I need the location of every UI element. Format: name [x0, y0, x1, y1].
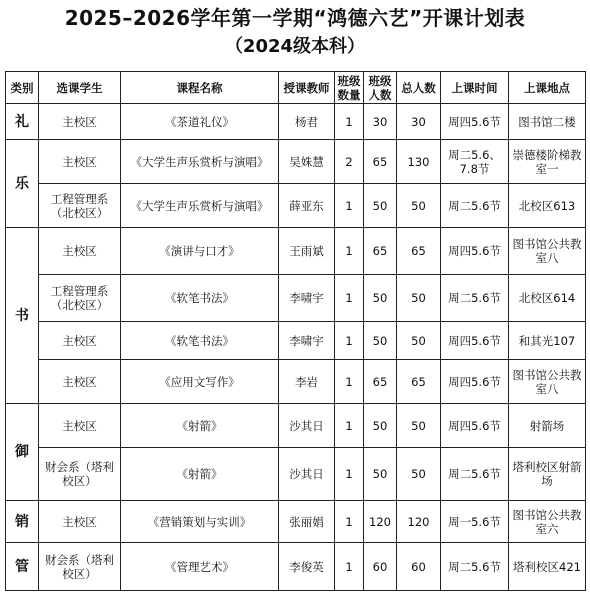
class-count-cell: 1 — [335, 360, 364, 404]
class-count-cell: 1 — [335, 275, 364, 322]
header-course: 课程名称 — [121, 72, 279, 104]
page-title: 2025–2026学年第一学期“鸿德六艺”开课计划表 — [64, 6, 526, 30]
time-cell: 周四5.6节 — [441, 360, 509, 404]
table-row — [6, 140, 586, 184]
header-location: 上课地点 — [509, 72, 586, 104]
time-cell: 周四5.6节 — [441, 228, 509, 275]
students-cell: 财会系（塔利校区） — [39, 543, 121, 591]
teacher-cell: 杨君 — [279, 104, 335, 140]
class-count-cell: 1 — [335, 501, 364, 543]
category-cell: 御 — [6, 404, 39, 501]
teacher-cell: 张丽娟 — [279, 501, 335, 543]
table-row — [6, 404, 586, 448]
teacher-cell: 李啸宇 — [279, 322, 335, 360]
class-size-cell: 65 — [364, 360, 397, 404]
course-schedule-table — [5, 71, 586, 591]
total-cell: 120 — [397, 501, 441, 543]
course-cell: 《大学生声乐赏析与演唱》 — [121, 184, 279, 228]
location-cell: 北校区614 — [509, 275, 586, 322]
teacher-cell: 沙其日 — [279, 448, 335, 501]
total-cell: 65 — [397, 360, 441, 404]
students-cell: 主校区 — [39, 140, 121, 184]
time-cell: 周二5.6节 — [441, 448, 509, 501]
teacher-cell: 李啸宇 — [279, 275, 335, 322]
header-category: 类别 — [6, 72, 39, 104]
location-cell: 图书馆公共教室六 — [509, 501, 586, 543]
total-cell: 130 — [397, 140, 441, 184]
total-cell: 50 — [397, 322, 441, 360]
course-cell: 《管理艺术》 — [121, 543, 279, 591]
table-row — [6, 322, 586, 360]
students-cell: 主校区 — [39, 501, 121, 543]
header-class-size: 班级人数 — [364, 72, 397, 104]
class-size-cell: 50 — [364, 184, 397, 228]
header-class-count: 班级数量 — [335, 72, 364, 104]
time-cell: 周二5.6、7.8节 — [441, 140, 509, 184]
category-cell: 销 — [6, 501, 39, 543]
course-cell: 《软笔书法》 — [121, 275, 279, 322]
course-cell: 《射箭》 — [121, 448, 279, 501]
class-size-cell: 120 — [364, 501, 397, 543]
total-cell: 65 — [397, 228, 441, 275]
teacher-cell: 吴姝慧 — [279, 140, 335, 184]
students-cell: 主校区 — [39, 404, 121, 448]
class-size-cell: 60 — [364, 543, 397, 591]
students-cell: 工程管理系（北校区） — [39, 184, 121, 228]
class-size-cell: 50 — [364, 404, 397, 448]
location-cell: 图书馆二楼 — [509, 104, 586, 140]
class-count-cell: 1 — [335, 448, 364, 501]
header-row — [6, 72, 586, 104]
table-row — [6, 184, 586, 228]
category-cell: 乐 — [6, 140, 39, 228]
table-row — [6, 228, 586, 275]
time-cell: 周四5.6节 — [441, 104, 509, 140]
students-cell: 工程管理系（北校区） — [39, 275, 121, 322]
teacher-cell: 李俊英 — [279, 543, 335, 591]
class-size-cell: 65 — [364, 228, 397, 275]
location-cell: 射箭场 — [509, 404, 586, 448]
total-cell: 50 — [397, 448, 441, 501]
category-cell: 礼 — [6, 104, 39, 140]
table-row — [6, 104, 586, 140]
teacher-cell: 沙其日 — [279, 404, 335, 448]
students-cell: 财会系（塔利校区） — [39, 448, 121, 501]
class-count-cell: 1 — [335, 184, 364, 228]
table-row — [6, 448, 586, 501]
location-cell: 和其光107 — [509, 322, 586, 360]
total-cell: 30 — [397, 104, 441, 140]
students-cell: 主校区 — [39, 360, 121, 404]
location-cell: 图书馆公共教室八 — [509, 360, 586, 404]
location-cell: 北校区613 — [509, 184, 586, 228]
students-cell: 主校区 — [39, 104, 121, 140]
total-cell: 50 — [397, 275, 441, 322]
header-total: 总人数 — [397, 72, 441, 104]
class-size-cell: 65 — [364, 140, 397, 184]
table-row — [6, 543, 586, 591]
students-cell: 主校区 — [39, 228, 121, 275]
table-row — [6, 501, 586, 543]
time-cell: 周二5.6节 — [441, 543, 509, 591]
teacher-cell: 李岩 — [279, 360, 335, 404]
time-cell: 周一5.6节 — [441, 501, 509, 543]
header-teacher: 授课教师 — [279, 72, 335, 104]
class-size-cell: 50 — [364, 448, 397, 501]
class-count-cell: 1 — [335, 322, 364, 360]
students-cell: 主校区 — [39, 322, 121, 360]
course-cell: 《茶道礼仪》 — [121, 104, 279, 140]
time-cell: 周二5.6节 — [441, 184, 509, 228]
time-cell: 周四5.6节 — [441, 404, 509, 448]
total-cell: 50 — [397, 184, 441, 228]
course-cell: 《应用文写作》 — [121, 360, 279, 404]
time-cell: 周二5.6节 — [441, 275, 509, 322]
table-row — [6, 360, 586, 404]
course-cell: 《软笔书法》 — [121, 322, 279, 360]
class-count-cell: 2 — [335, 140, 364, 184]
class-count-cell: 1 — [335, 104, 364, 140]
category-cell: 管 — [6, 543, 39, 591]
total-cell: 50 — [397, 404, 441, 448]
class-count-cell: 1 — [335, 228, 364, 275]
course-cell: 《演讲与口才》 — [121, 228, 279, 275]
location-cell: 崇德楼阶梯教室一 — [509, 140, 586, 184]
class-count-cell: 1 — [335, 404, 364, 448]
class-count-cell: 1 — [335, 543, 364, 591]
location-cell: 塔利校区421 — [509, 543, 586, 591]
header-students: 选课学生 — [39, 72, 121, 104]
category-cell: 书 — [6, 228, 39, 404]
teacher-cell: 薛亚东 — [279, 184, 335, 228]
location-cell: 图书馆公共教室八 — [509, 228, 586, 275]
class-size-cell: 50 — [364, 322, 397, 360]
time-cell: 周四5.6节 — [441, 322, 509, 360]
class-size-cell: 30 — [364, 104, 397, 140]
course-cell: 《射箭》 — [121, 404, 279, 448]
teacher-cell: 王雨斌 — [279, 228, 335, 275]
total-cell: 60 — [397, 543, 441, 591]
course-cell: 《营销策划与实训》 — [121, 501, 279, 543]
course-cell: 《大学生声乐赏析与演唱》 — [121, 140, 279, 184]
table-row — [6, 275, 586, 322]
location-cell: 塔利校区射箭场 — [509, 448, 586, 501]
page-subtitle: （2024级本科） — [224, 36, 366, 57]
class-size-cell: 50 — [364, 275, 397, 322]
header-time: 上课时间 — [441, 72, 509, 104]
